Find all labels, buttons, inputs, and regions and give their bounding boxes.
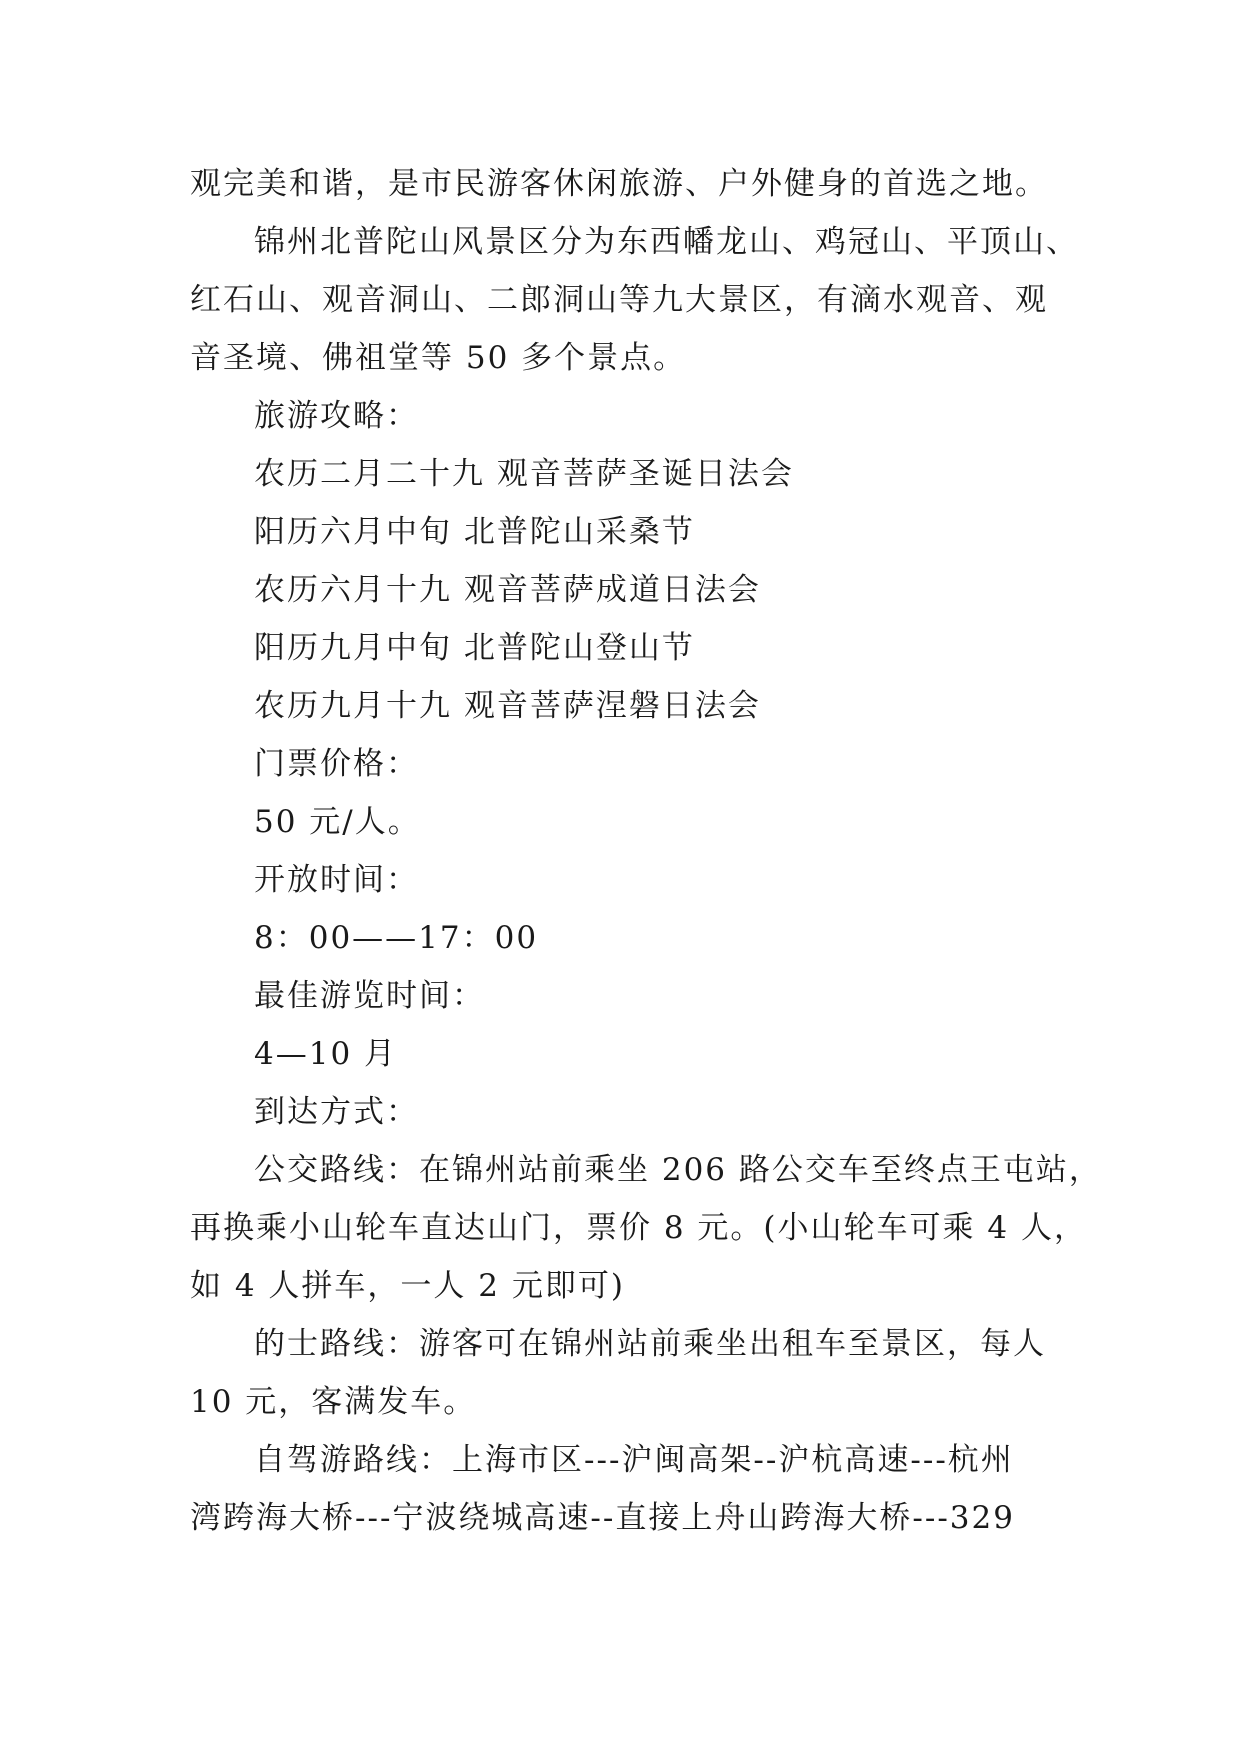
text-line: 农历九月十九 观音菩萨涅磐日法会 [254, 688, 761, 724]
text-line: 10 元，客满发车。 [190, 1384, 477, 1420]
section-heading: 旅游攻略： [254, 398, 419, 434]
text-line: 的士路线：游客可在锦州站前乘坐出租车至景区，每人 [254, 1326, 1046, 1362]
text-line: 4—10 月 [254, 1036, 398, 1072]
document-body [190, 155, 1102, 1547]
text-line: 红石山、观音洞山、二郎洞山等九大景区，有滴水观音、观 [190, 282, 1048, 318]
text-line: 农历二月二十九 观音菩萨圣诞日法会 [254, 456, 794, 492]
section-heading: 到达方式： [254, 1094, 419, 1130]
text-line: 阳历六月中旬 北普陀山采桑节 [254, 514, 695, 550]
text-line: 如 4 人拼车，一人 2 元即可) [190, 1268, 625, 1304]
text-line: 湾跨海大桥---宁波绕城高速--直接上舟山跨海大桥---329 [190, 1500, 1015, 1536]
section-heading: 开放时间： [254, 862, 419, 898]
section-heading: 门票价格： [254, 746, 419, 782]
text-line: 音圣境、佛祖堂等 50 多个景点。 [190, 340, 687, 376]
section-heading: 最佳游览时间： [254, 978, 485, 1014]
text-line: 农历六月十九 观音菩萨成道日法会 [254, 572, 761, 608]
text-line: 锦州北普陀山风景区分为东西幡龙山、鸡冠山、平顶山、 [254, 224, 1079, 260]
text-line: 8：00——17：00 [254, 920, 539, 956]
text-line: 自驾游路线：上海市区---沪闽高架--沪杭高速---杭州 [254, 1442, 1014, 1478]
text-line: 阳历九月中旬 北普陀山登山节 [254, 630, 695, 666]
text-line: 再换乘小山轮车直达山门，票价 8 元。(小山轮车可乘 4 人， [190, 1210, 1087, 1246]
text-line: 50 元/人。 [254, 804, 421, 840]
text-line: 观完美和谐，是市民游客休闲旅游、户外健身的首选之地。 [190, 166, 1048, 202]
text-line: 公交路线：在锦州站前乘坐 206 路公交车至终点王屯站， [254, 1152, 1102, 1188]
